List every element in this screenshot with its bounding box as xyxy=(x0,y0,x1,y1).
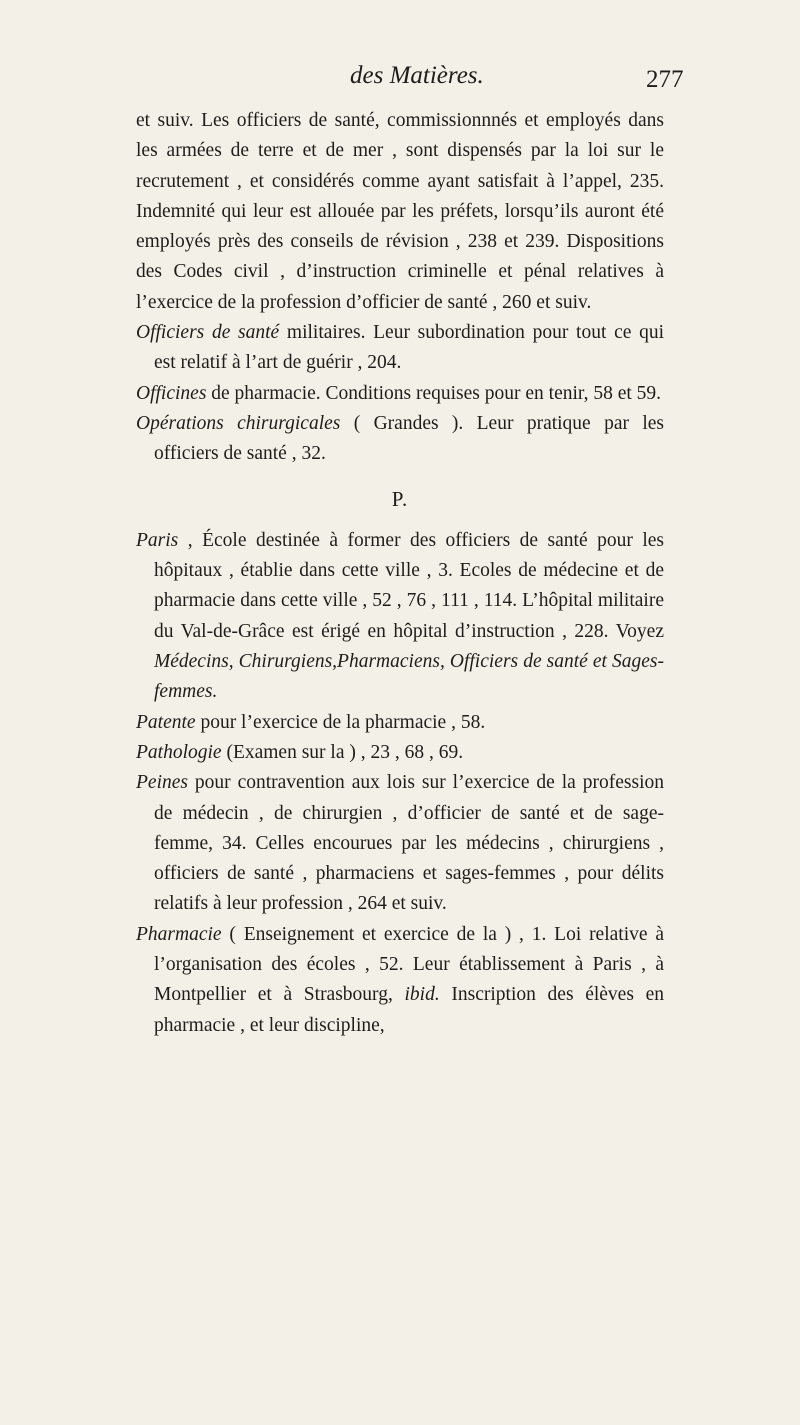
index-body xyxy=(136,106,664,1041)
entry-text: et suiv. Les officiers de santé, commissionnnés et employés dans les armées de terre et de mer , sont dispensés par la loi sur le recrutement , et considérés comme ayant satisfait à l’appel, 235. Indemnité qui leur est allouée par les préfets, lorsqu’ils auront été employés près des conseils de révision , 238 et 239. Dispositions des Codes civil , d’instruction criminelle et pénal relatives à l’exercice de la profession d’officier de santé , 260 et suiv. xyxy=(136,110,664,313)
entry-term: Pathologie xyxy=(136,741,222,763)
entry-term: Peines xyxy=(136,772,188,794)
section-letter: P. xyxy=(391,486,409,511)
index-entry xyxy=(136,738,664,768)
index-entry xyxy=(136,768,664,919)
index-entry xyxy=(136,409,664,470)
entry-term: Officiers de santé xyxy=(136,322,280,344)
index-entry xyxy=(136,318,664,379)
entry-term: Pharmacie xyxy=(136,923,222,945)
entry-term: Patente xyxy=(136,711,196,733)
index-entry-continuation xyxy=(136,106,664,318)
entry-text: , École destinée à former des officiers de santé pour les hôpitaux , établie dans cette ville , 3. Ecoles de médecine et de pharmacie dans cette ville , 52 , 76 , 111 , 114. L’hôpital militaire du Val-de-Grâce est érigé en hôpital d’instruction , 228. Voyez xyxy=(154,529,664,642)
index-entry xyxy=(136,379,664,409)
running-title: des Matières. xyxy=(350,62,484,89)
entry-text-continued: Inscription des élèves en pharmacie , et leur discipline, xyxy=(154,984,665,1036)
entry-text: ( Enseignement et exercice de la ) , 1. Loi relative à l’organisation des écoles , 52. Leur établissement à Paris , à Montpellier et à Strasbourg, xyxy=(154,923,664,1006)
entry-text: de pharmacie. Conditions requises pour en tenir, 58 et 59. xyxy=(206,382,662,404)
page-number: 277 xyxy=(646,66,684,93)
entry-text: pour contravention aux lois sur l’exercice de la profession de médecin , de chirurgien , d’officier de santé et de sage-femme, 34. Celles encourues par les médecins , chirurgiens , officiers de santé , pharmaciens et sages-femmes , pour délits relatifs à leur profession , 264 et suiv. xyxy=(154,772,664,915)
entry-text: (Examen sur la ) , 23 , 68 , 69. xyxy=(221,741,464,763)
entry-text: militaires. Leur subordination pour tout ce qui est relatif à l’art de guérir , 204. xyxy=(154,322,664,374)
index-entry xyxy=(136,526,664,708)
entry-cross-reference: ibid. xyxy=(404,984,440,1006)
entry-term: Opérations chirurgicales xyxy=(136,412,341,434)
entry-text: ( Grandes ). Leur pratique par les officiers de santé , 32. xyxy=(154,412,664,465)
index-entry xyxy=(136,920,664,1041)
entry-term: Officines xyxy=(136,382,207,404)
entry-text: pour l’exercice de la pharmacie , 58. xyxy=(195,711,486,733)
index-entry xyxy=(136,708,664,738)
entry-term: Paris xyxy=(136,529,179,551)
page-header xyxy=(0,62,800,102)
entry-cross-reference: Médecins, Chirurgiens,Pharmaciens, Officiers de santé et Sages-femmes. xyxy=(154,651,664,703)
